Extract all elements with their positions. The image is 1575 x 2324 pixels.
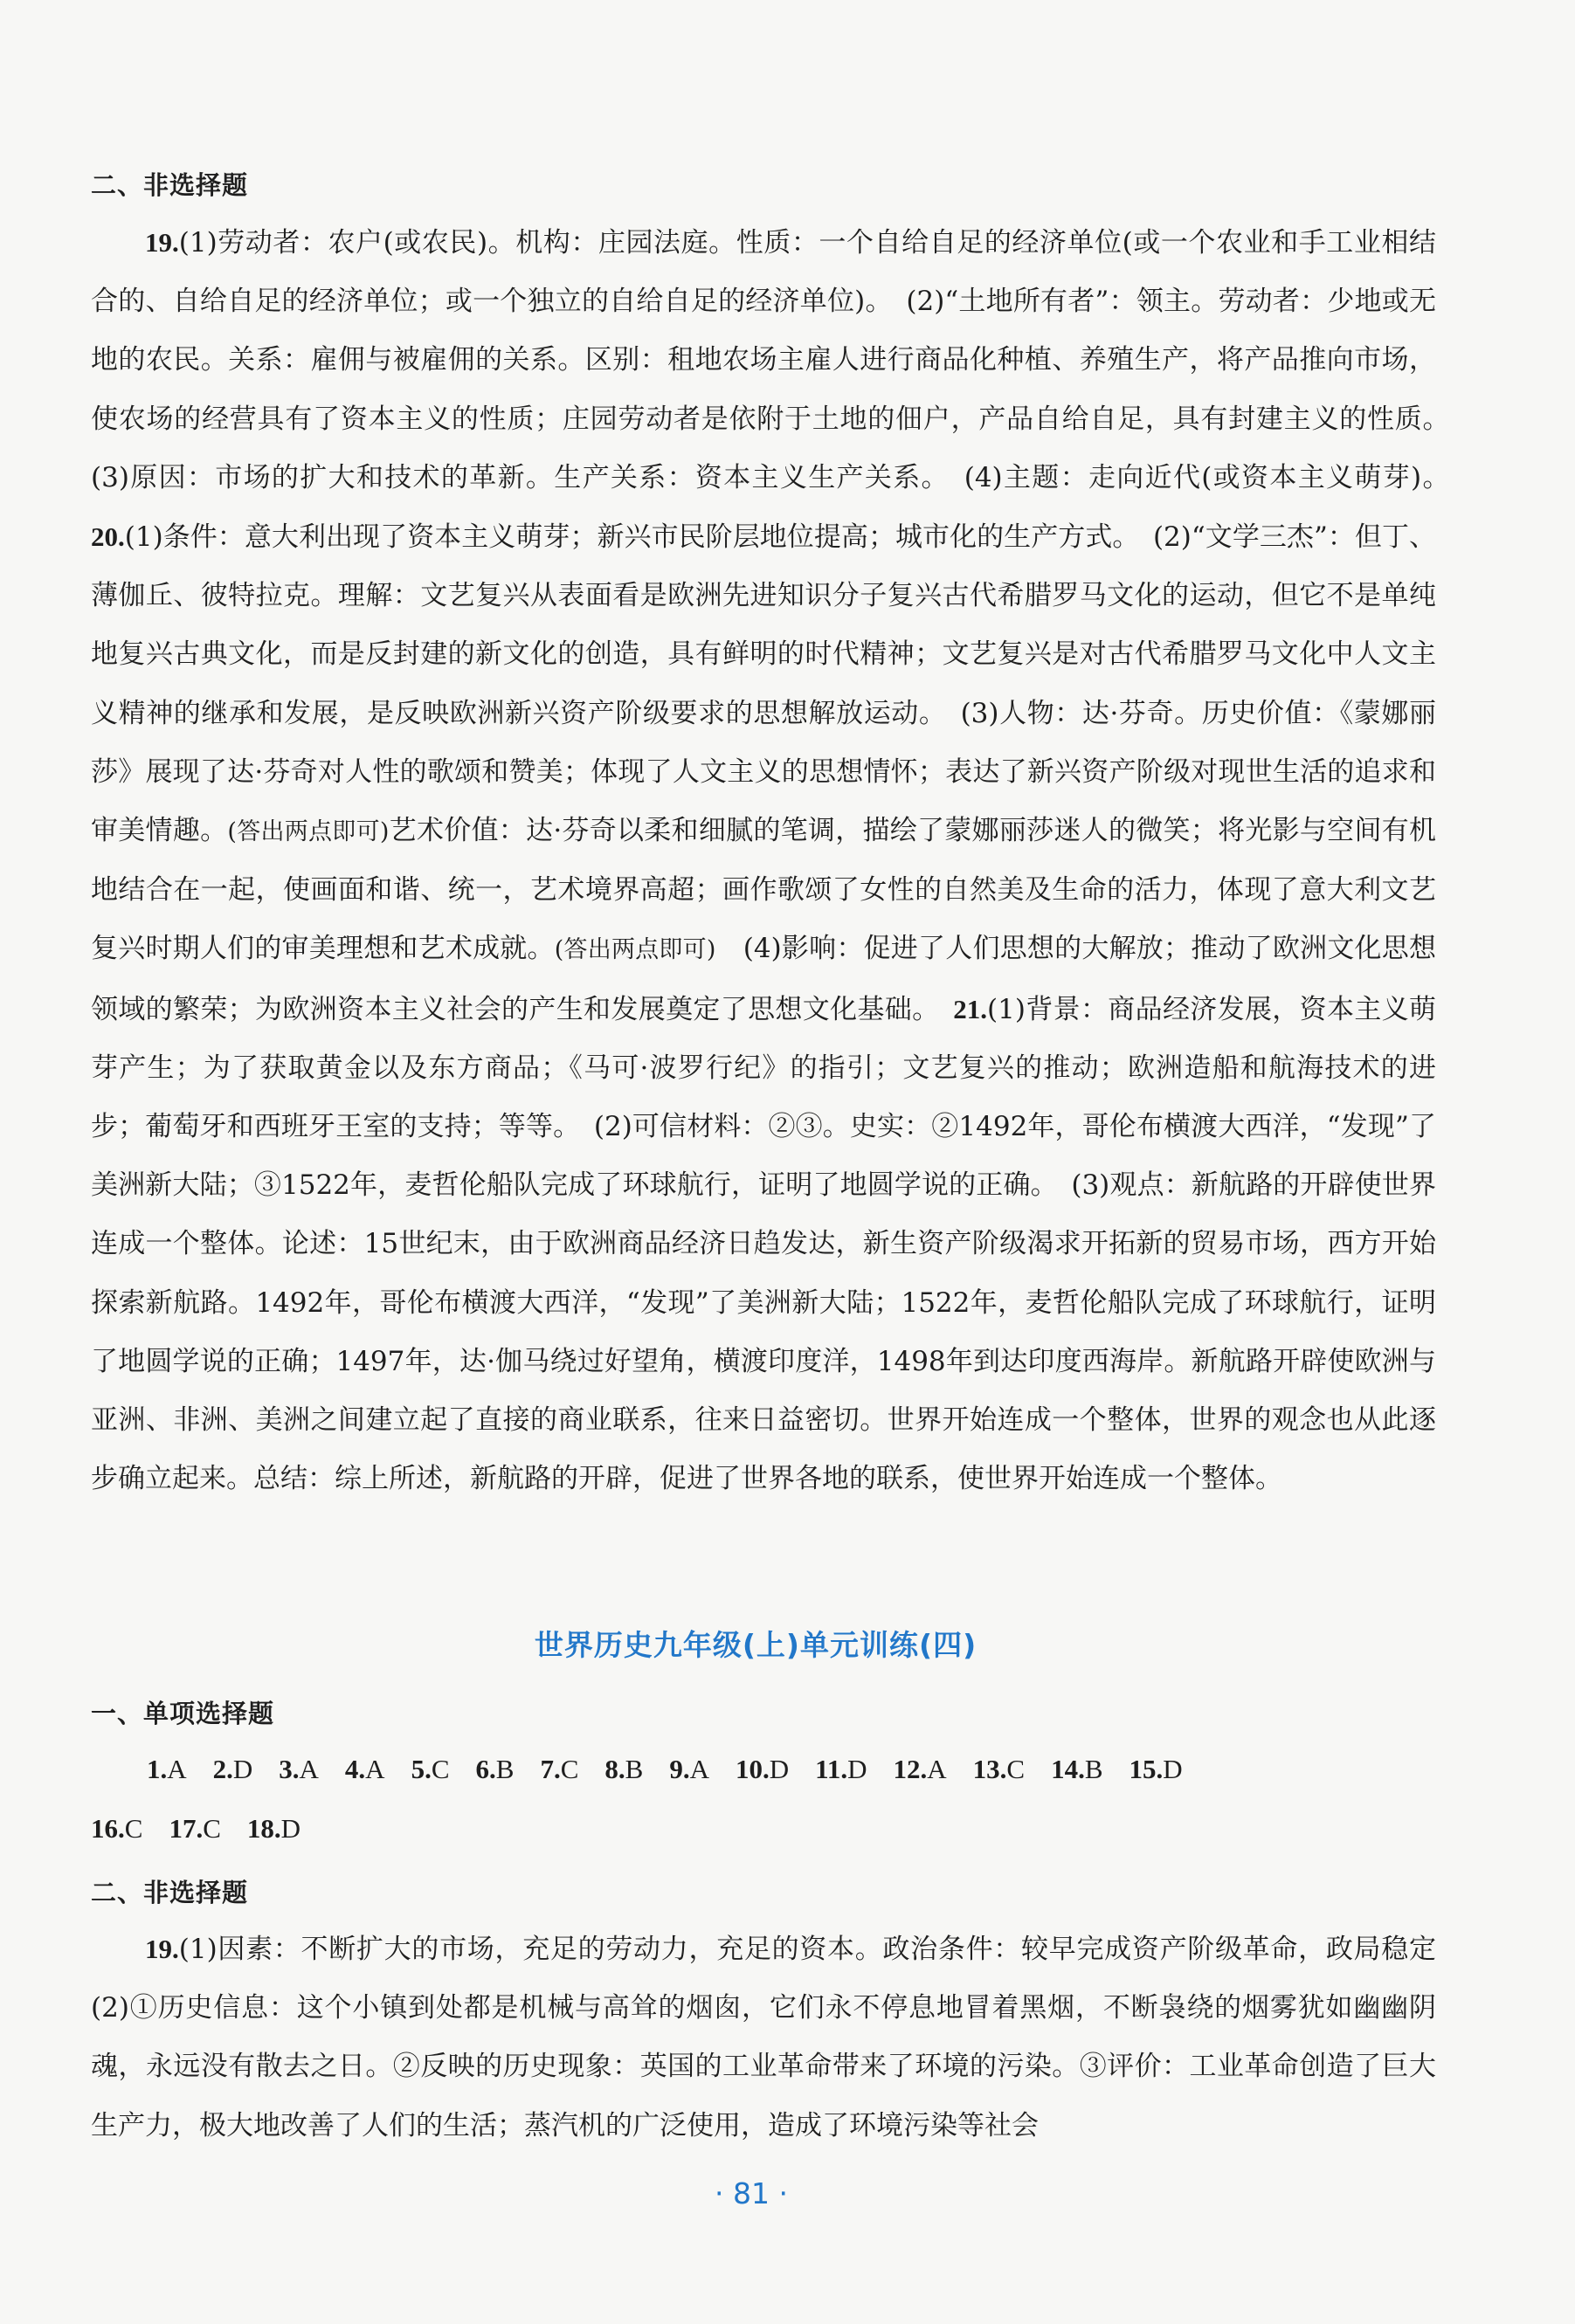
- answer-item: 8.B: [604, 1754, 644, 1784]
- section-heading-non-choice-2: 二、非选择题: [91, 1878, 249, 1907]
- answer-item: 15.D: [1129, 1754, 1183, 1784]
- section-heading-non-choice: 二、非选择题: [91, 170, 249, 200]
- answer-item: 6.B: [475, 1754, 515, 1784]
- answer-item: 9.A: [669, 1754, 709, 1784]
- answer-text-20-part3: (4)影响：促进了人们思想的大解放；推动了欧洲文化思想领域的繁荣；为欧洲资本主义社会的产生和发展奠定了思想文化基础。: [91, 933, 1436, 1025]
- answer-note-20a: (答出两点即可): [227, 818, 390, 846]
- question-number-20: 20.: [91, 521, 125, 553]
- answer-block-19-21: [91, 213, 1463, 1508]
- answer-item: 10.D: [735, 1754, 790, 1784]
- answer-item: 7.C: [540, 1754, 579, 1784]
- answer-item: 1.A: [147, 1754, 187, 1784]
- answer-text-19b: (1)因素：不断扩大的市场，充足的劳动力，充足的资本。政治条件：较早完成资产阶级革命，政局稳定 (2)①历史信息：这个小镇到处都是机械与高耸的烟囱，它们永不停息地冒着黑烟，不断袅绕的烟雾犹如幽幽阴魂，永远没有散去之日。②反映的历史现象：英国的工业革命带来了环境的污染。③评价：工业革命创造了巨大生产力，极大地改善了人们的生活；蒸汽机的广泛使用，造成了环境污染等社会: [91, 1934, 1463, 2141]
- answer-item: 13.C: [972, 1754, 1026, 1784]
- answer-note-20b: (答出两点即可): [554, 936, 716, 964]
- answer-item: 11.D: [815, 1754, 867, 1784]
- answer-text-20-part1: (1)条件：意大利出现了资本主义萌芽；新兴市民阶层地位提高；城市化的生产方式。 (2)“文学三杰”：但丁、薄伽丘、彼特拉克。理解：文艺复兴从表面看是欧洲先进知识分子复兴古代希腊罗马文化的运动，但它不是单纯地复兴古典文化，而是反封建的新文化的创造，具有鲜明的时代精神；文艺复兴是对古代希腊罗马文化中人文主义精神的继承和发展，是反映欧洲新兴资产阶级要求的思想解放运动。 (3)人物：达·芬奇。历史价值：《蒙娜丽莎》展现了达·芬奇对人性的歌颂和赞美；体现了人文主义的思想情怀；表达了新兴资产阶级对现世生活的追求和审美情趣。: [91, 521, 1436, 847]
- question-number-21: 21.: [953, 993, 988, 1024]
- answer-text-21: (1)背景：商品经济发展，资本主义萌芽产生；为了获取黄金以及东方商品；《马可·波罗行纪》的指引；文艺复兴的推动；欧洲造船和航海技术的进步；葡萄牙和西班牙王室的支持；等等。 (2)可信材料：②③。史实：②1492年，哥伦布横渡大西洋，“发现”了美洲新大陆；③1522年，麦哲伦船队完成了环球航行，证明了地圆学说的正确。 (3)观点：新航路的开辟使世界连成一个整体。论述：15世纪末，由于欧洲商品经济日趋发达，新生资产阶级渴求开拓新的贸易市场，西方开始探索新航路。1492年，哥伦布横渡大西洋，“发现”了美洲新大陆；1522年，麦哲伦船队完成了环球航行，证明了地圆学说的正确；1497年，达·伽马绕过好望角，横渡印度洋，1498年到达印度西海岸。新航路开辟使欧洲与亚洲、非洲、美洲之间建立起了直接的商业联系，往来日益密切。世界开始连成一个整体，世界的观念也从此逐步确立起来。总结：综上所述，新航路的开辟，促进了世界各地的联系，使世界开始连成一个整体。: [91, 993, 1436, 1495]
- answer-text-20-part2: 艺术价值：达·芬奇以柔和细腻的笔调，描绘了蒙娜丽莎迷人的微笑；将光影与空间有机地结合在一起，使画面和谐、统一，艺术境界高超；画作歌颂了女性的自然美及生命的活力，体现了意大利文艺复兴时期人们的审美理想和艺术成就。: [91, 815, 1436, 965]
- answer-item: 18.D: [246, 1813, 301, 1844]
- question-number-19b: 19.: [145, 1934, 179, 1964]
- answer-item: 14.B: [1051, 1754, 1103, 1784]
- section-heading-single-choice: 一、单项选择题: [91, 1699, 275, 1728]
- answer-block-unit4-19: [91, 1920, 1463, 2155]
- answer-item: 4.A: [344, 1754, 385, 1784]
- answer-item: 16.C: [91, 1813, 143, 1844]
- answer-text-19: (1)劳动者：农户(或农民)。机构：庄园法庭。性质：一个自给自足的经济单位(或一个农业和手工业相结合的、自给自足的经济单位；或一个独立的自给自足的经济单位)。 (2)“土地所有者”：领主。劳动者：少地或无地的农民。关系：雇佣与被雇佣的关系。区别：租地农场主雇人进行商品化种植、养殖生产，将产品推向市场，使农场的经营具有了资本主义的性质；庄园劳动者是依附于土地的佃户，产品自给自足，具有封建主义的性质。 (3)原因：市场的扩大和技术的革新。生产关系：资本主义生产关系。 (4)主题：走向近代(或资本主义萌芽)。: [91, 227, 1463, 493]
- answer-item: 2.D: [212, 1754, 253, 1784]
- answer-item: 17.C: [169, 1813, 221, 1844]
- unit-title: 世界历史九年级(上)单元训练(四): [534, 1628, 977, 1662]
- answer-item: 3.A: [279, 1754, 319, 1784]
- answer-item: 5.C: [411, 1754, 450, 1784]
- choice-answer-list: [91, 1740, 1454, 1859]
- question-number-19: 19.: [145, 227, 179, 258]
- answer-item: 12.A: [893, 1754, 947, 1784]
- page-number: · 81 ·: [715, 2176, 788, 2210]
